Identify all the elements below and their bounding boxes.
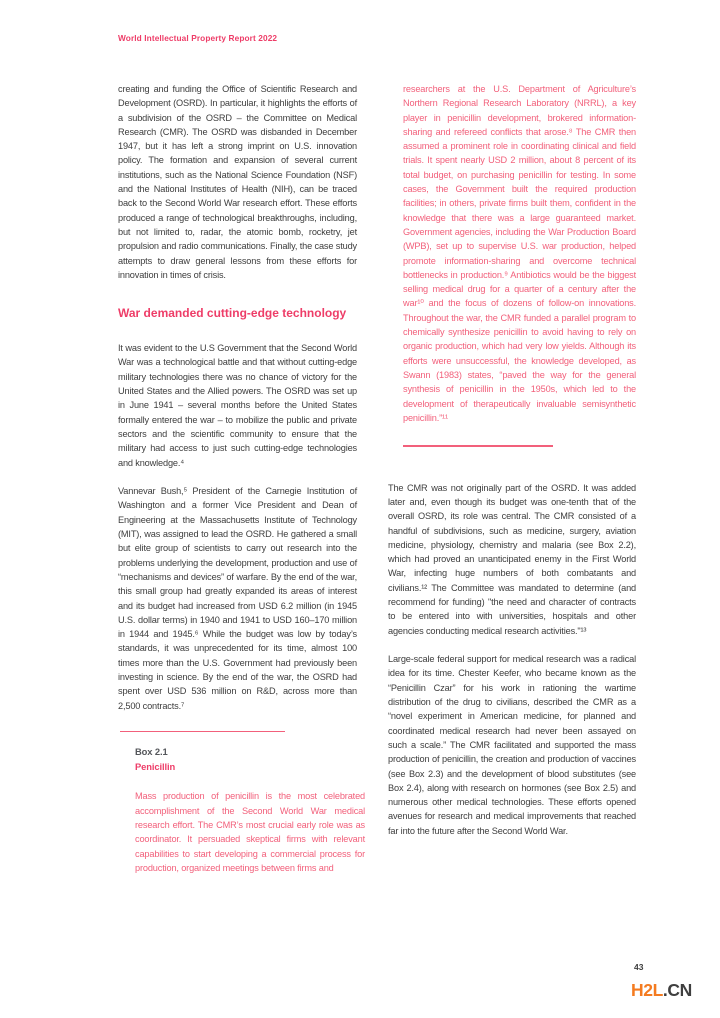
- watermark-logo: [631, 980, 692, 1001]
- box-top-divider: [120, 731, 285, 733]
- box-header: [135, 744, 357, 774]
- page-number: 43: [634, 962, 644, 972]
- box-title: Penicillin: [135, 761, 176, 773]
- section-heading: War demanded cutting-edge technology: [118, 306, 347, 321]
- right-column: [388, 82, 636, 838]
- paragraph-federal-support: Large-scale federal support for medical research was a radical idea for its time. Chester Keefer, who became known as the “Penicillin Czar” for his work in rationing the wartime distribution of the drug to civilians, described the CMR as a “novel experiment in American medicine, for planned and coordinated medical research had never been assayed on such a scale.” The CMR facilitated and supported the mass production of penicillin, the creation and production of vaccines (see Box 2.3) and the development of blood substitutes (see Box 2.4), along with research on hormones (see Box 2.5) and numerous other medical technologies. These efforts opened avenues for research and medical improvements that reached far into the future after the Second World War.: [388, 654, 636, 836]
- box-label: Box 2.1: [135, 746, 168, 758]
- report-header-title: World Intellectual Property Report 2022: [118, 33, 278, 43]
- paragraph-war-demanded: It was evident to the U.S Government that the Second World War was a technological battle and that without cutting-edge military technologies there was no chance of victory for the United States and the Allied powers. The OSRD was set up in June 1941 – several months before the United States formally entered the war – to mobilize the public and private sectors and the scientific community to ensure that the military had access to just such cutting-edge technologies and knowledge.⁴: [118, 343, 357, 468]
- box-text-left: Mass production of penicillin is the most celebrated accomplishment of the Second World War medical research effort. The CMR’s most crucial early role was as coordinator. It persuaded skeptical firms with relevant capabilities to start developing a commercial process for production, organized meetings between firms and: [135, 791, 365, 873]
- paragraph-vannevar-bush: Vannevar Bush,⁵ President of the Carnegie Institution of Washington and a former Vice President and Dean of Engineering at the Massachusetts Institute of Technology (MIT), was assigned to lead the OSRD. He gathered a small but elite group of scientists to carry out research into the problems underlying the development, production and use of “mechanisms and devices” of warfare. By the end of the war, this small group had greatly expanded its areas of interest and its budget had increased from USD 6.2 million (in 1945 U.S. dollar terms) in 1940 and 1941 to USD 160–170 million in 1944 and 1945.⁶ While the budget was low by today’s standards, it was unprecedented for its time, almost 100 times more than the U.S. Government had previously been investing in science. By the end of the war, the OSRD had spent over USD 536 million on R&D, across more than 2,500 contracts.⁷: [118, 486, 357, 711]
- box-text-continuation: researchers at the U.S. Department of Agriculture’s Northern Regional Research Laboratory (NRRL), a key player in penicillin development, brokered information-sharing and refereed conflicts that arose.⁸ The CMR then assumed a prominent role in coordinating clinical and field trials. It spent nearly USD 2 million, about 8 percent of its total budget, on purchasing penicillin for testing. In some cases, the Government built the required production facilities; in others, private firms built them, confident in the knowledge that there was a large guaranteed market. Government agencies, including the War Production Board (WPB), set up to supervise U.S. war production, helped promote information-sharing and overcome technical bottlenecks in production.⁹ Antibiotics would be the biggest selling medical drug for a quarter of a century after the war¹⁰ and the focus of dozens of follow-on innovations. Throughout the war, the CMR funded a parallel program to chemically synthesize penicillin to avoid having to rely on organic production, which had very low yields. Although its efforts were unsuccessful, the knowledge developed, as Swann (1983) states, “paved the way for the general synthesis of penicillin in the 1950s, which led to the development of therapeutically invaluable semisynthetic penicillin.”¹¹: [403, 84, 636, 423]
- watermark-h2l-text: H2L: [631, 980, 663, 1000]
- paragraph-intro: creating and funding the Office of Scientific Research and Development (OSRD). In particular, it highlights the efforts of a subdivision of the OSRD – the Committee on Medical Research (CMR). The OSRD was disbanded in December 1947, but it has left a strong imprint on U.S. innovation policy. The formation and expansion of several current institutions, such as the National Science Foundation (NSF) and the National Institutes of Health (NIH), can be traced back to the Second World War research effort. These efforts produced a range of technological breakthroughs, including, but not limited to, radar, the atomic bomb, rocketry, jet propulsion and radio communications. Finally, the case study attempts to draw general lessons from these efforts for innovation in times of crisis.: [118, 84, 357, 280]
- watermark-cn-text: .CN: [662, 980, 692, 1000]
- paragraph-cmr: The CMR was not originally part of the OSRD. It was added later and, even though its budget was one-tenth that of the overall OSRD, its role was central. The CMR consisted of a handful of subdivisions, such as medicine, surgery, aviation medicine, physiology, chemistry and malaria (see Box 2.2), which had proved an unanticipated enemy in the First World War, infecting huge numbers of both combatants and civilians.¹² The Committee was mandated to determine (and recommend for funding) "the need and character of contracts to be entered into with universities, hospitals and other agencies conducting medical research activities."¹³: [388, 482, 636, 636]
- left-column: [118, 82, 365, 875]
- box-end-divider: [403, 445, 553, 447]
